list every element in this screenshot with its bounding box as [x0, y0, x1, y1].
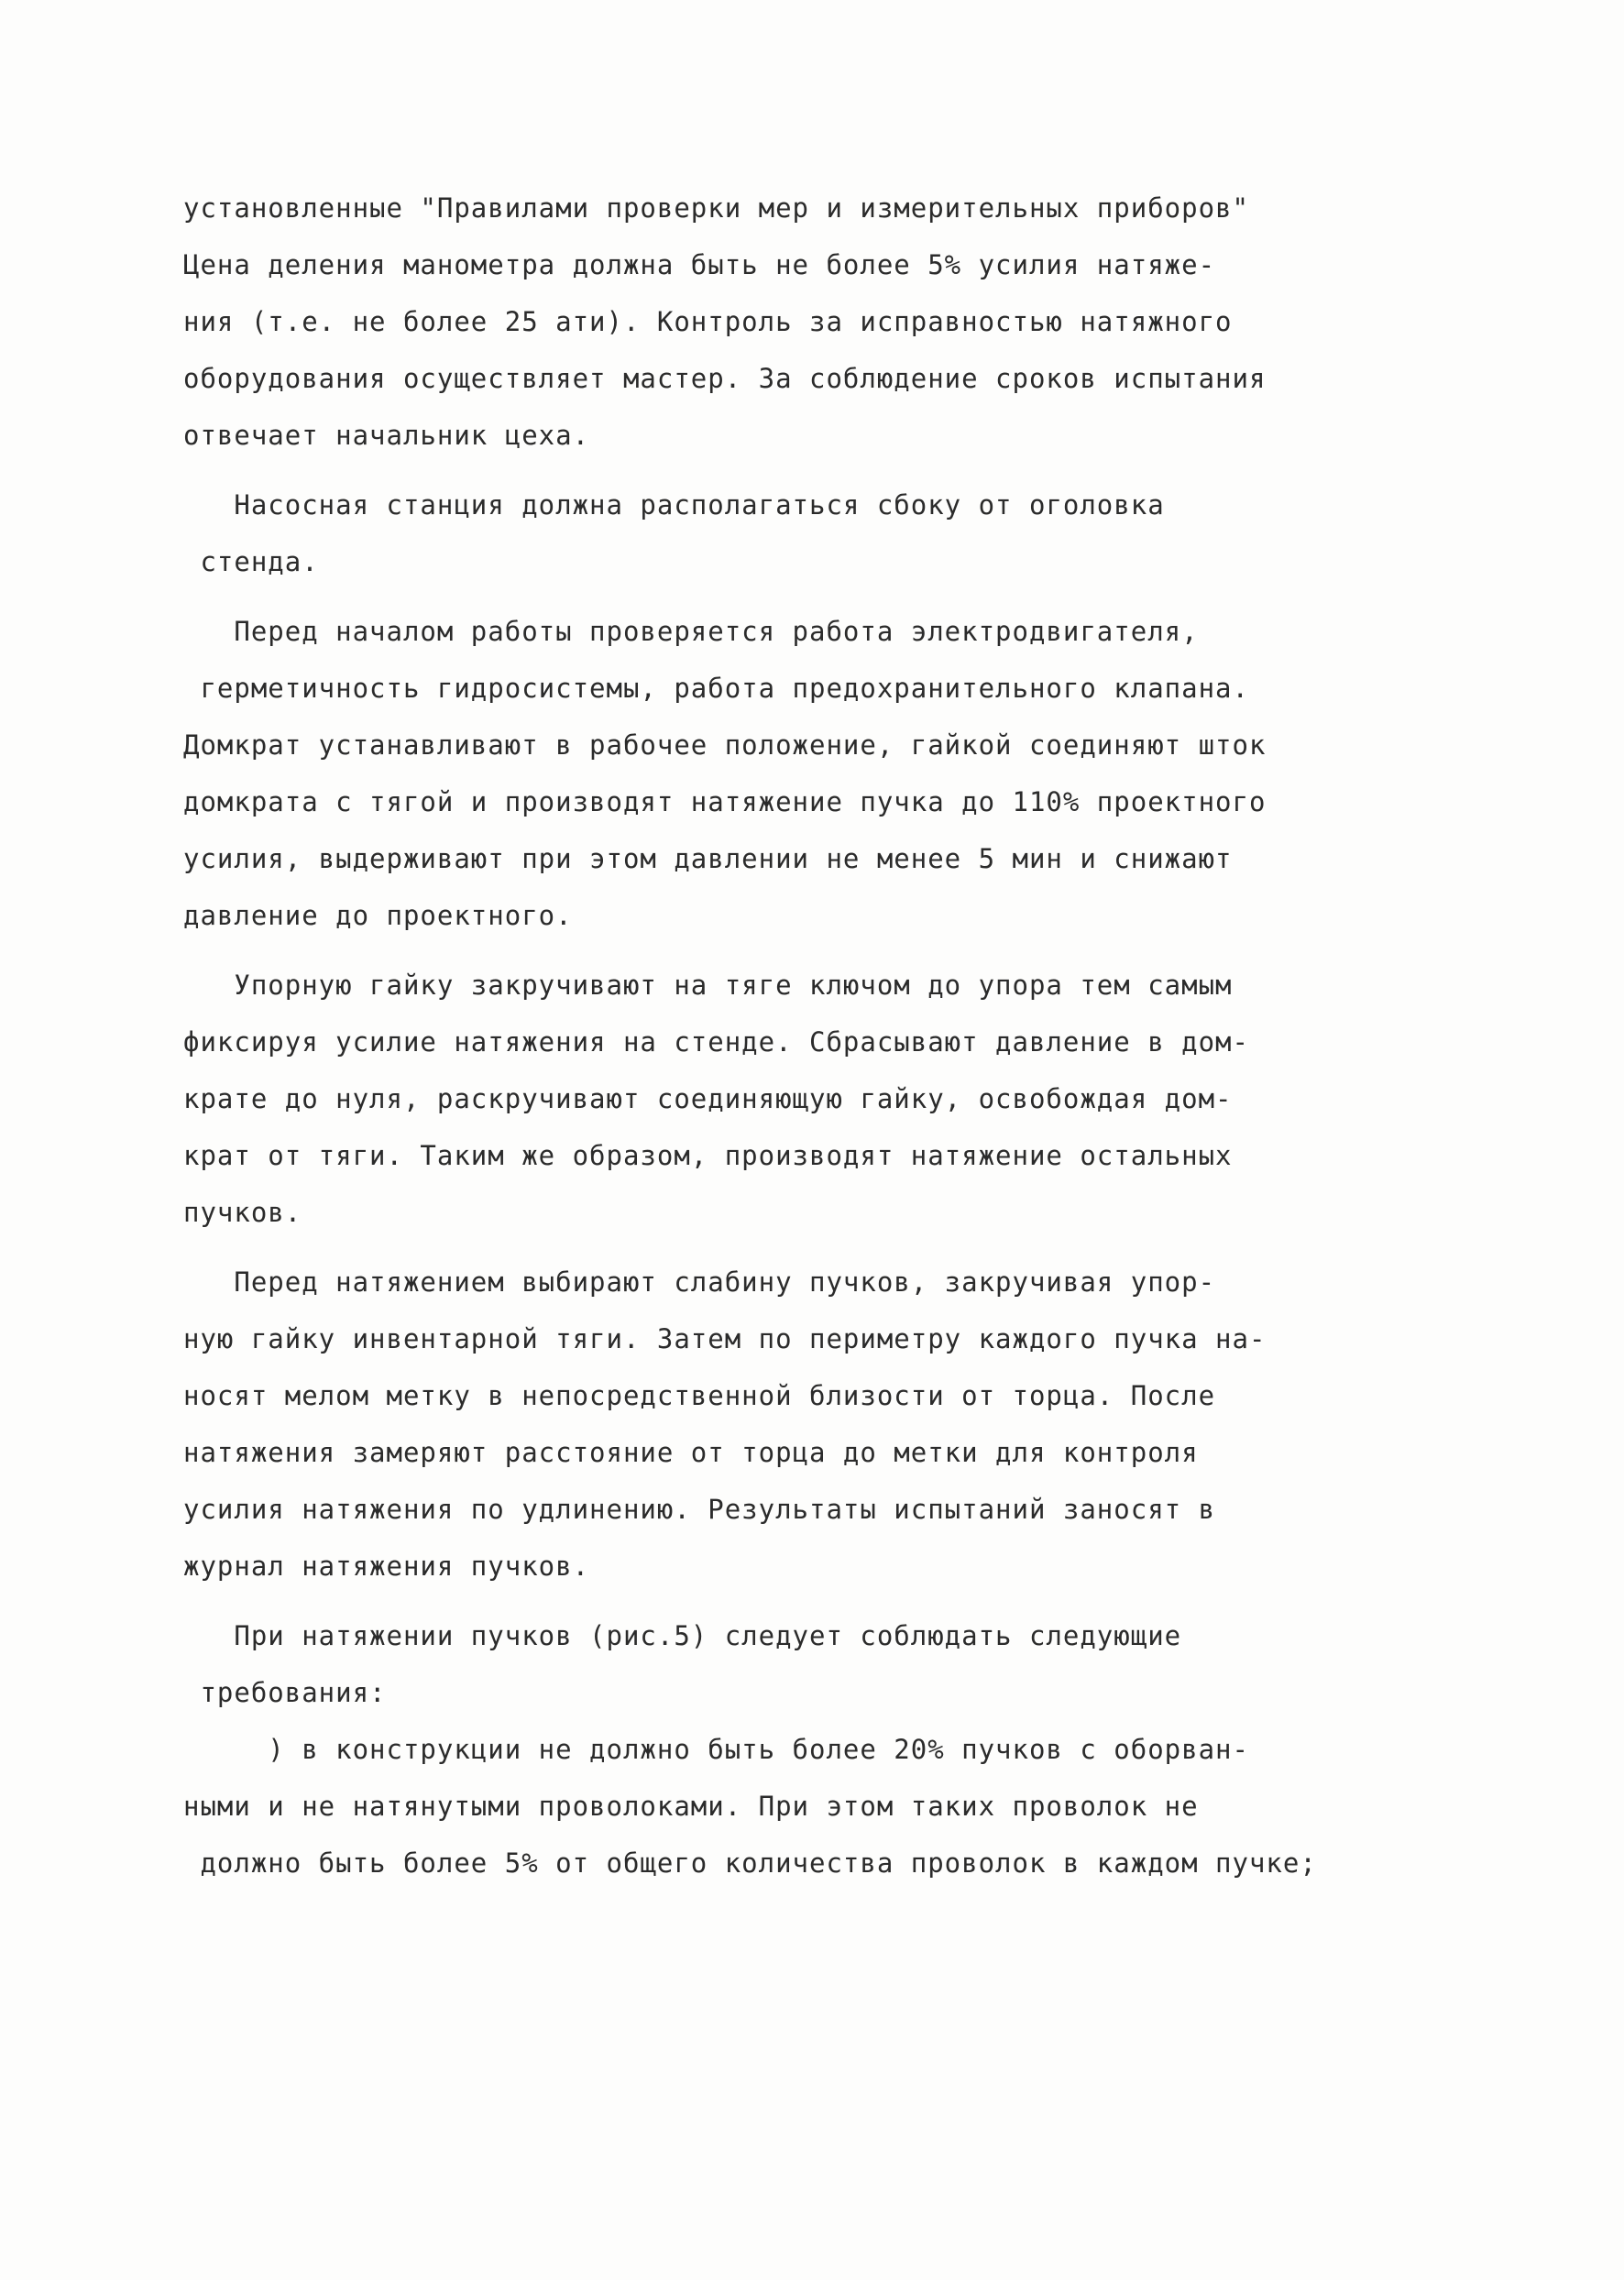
text-line: При натяжении пучков (рис.5) следует соблюдать следующие	[183, 1620, 1182, 1651]
text-line: крат от тяги. Таким же образом, производят натяжение остальных	[183, 1140, 1233, 1171]
text-line: ) в конструкции не должно быть более 20% пучков с оборван-	[183, 1734, 1249, 1765]
text-line: давление до проектного.	[183, 900, 573, 931]
text-line: носят мелом метку в непосредственной близости от торца. После	[183, 1380, 1216, 1411]
text-line: Перед началом работы проверяется работа электродвигателя,	[183, 616, 1199, 647]
text-line: усилия, выдерживают при этом давлении не менее 5 мин и снижают	[183, 843, 1233, 874]
text-line: Насосная станция должна располагаться сбоку от оголовка	[183, 489, 1165, 521]
text-line: журнал натяжения пучков.	[183, 1551, 590, 1582]
text-line: Упорную гайку закручивают на тяге ключом до упора тем самым	[183, 970, 1233, 1001]
text-line: усилия натяжения по удлинению. Результаты испытаний заносят в	[183, 1494, 1216, 1525]
text-line: стенда.	[183, 546, 319, 577]
text-line: ную гайку инвентарной тяги. Затем по периметру каждого пучка на-	[183, 1323, 1267, 1354]
text-line: Домкрат устанавливают в рабочее положение, гайкой соединяют шток	[183, 729, 1267, 761]
text-line: фиксируя усилие натяжения на стенде. Сбрасывают давление в дом-	[183, 1026, 1249, 1058]
text-line: отвечает начальник цеха.	[183, 420, 590, 451]
text-line: оборудования осуществляет мастер. За соблюдение сроков испытания	[183, 363, 1267, 394]
text-line: натяжения замеряют расстояние от торца до метки для контроля	[183, 1437, 1199, 1468]
text-line: пучков.	[183, 1197, 302, 1228]
text-line: Перед натяжением выбирают слабину пучков, закручивая упор-	[183, 1266, 1216, 1298]
body-text	[183, 180, 1375, 1891]
text-line: требования:	[183, 1677, 387, 1708]
text-line: Цена деления манометра должна быть не более 5% усилия натяже-	[183, 249, 1216, 280]
text-line: ния (т.е. не более 25 ати). Контроль за исправностью натяжного	[183, 306, 1233, 337]
text-line: установленные "Правилами проверки мер и измерительных приборов"	[183, 192, 1249, 224]
text-line: должно быть более 5% от общего количества проволок в каждом пучке;	[183, 1847, 1317, 1879]
text-line: крате до нуля, раскручивают соединяющую гайку, освобождая дом-	[183, 1083, 1233, 1114]
text-line: домкрата с тягой и производят натяжение пучка до 110% проектного	[183, 786, 1267, 817]
text-line: ными и не натянутыми проволоками. При этом таких проволок не	[183, 1791, 1199, 1822]
text-line: герметичность гидросистемы, работа предохранительного клапана.	[183, 673, 1249, 704]
